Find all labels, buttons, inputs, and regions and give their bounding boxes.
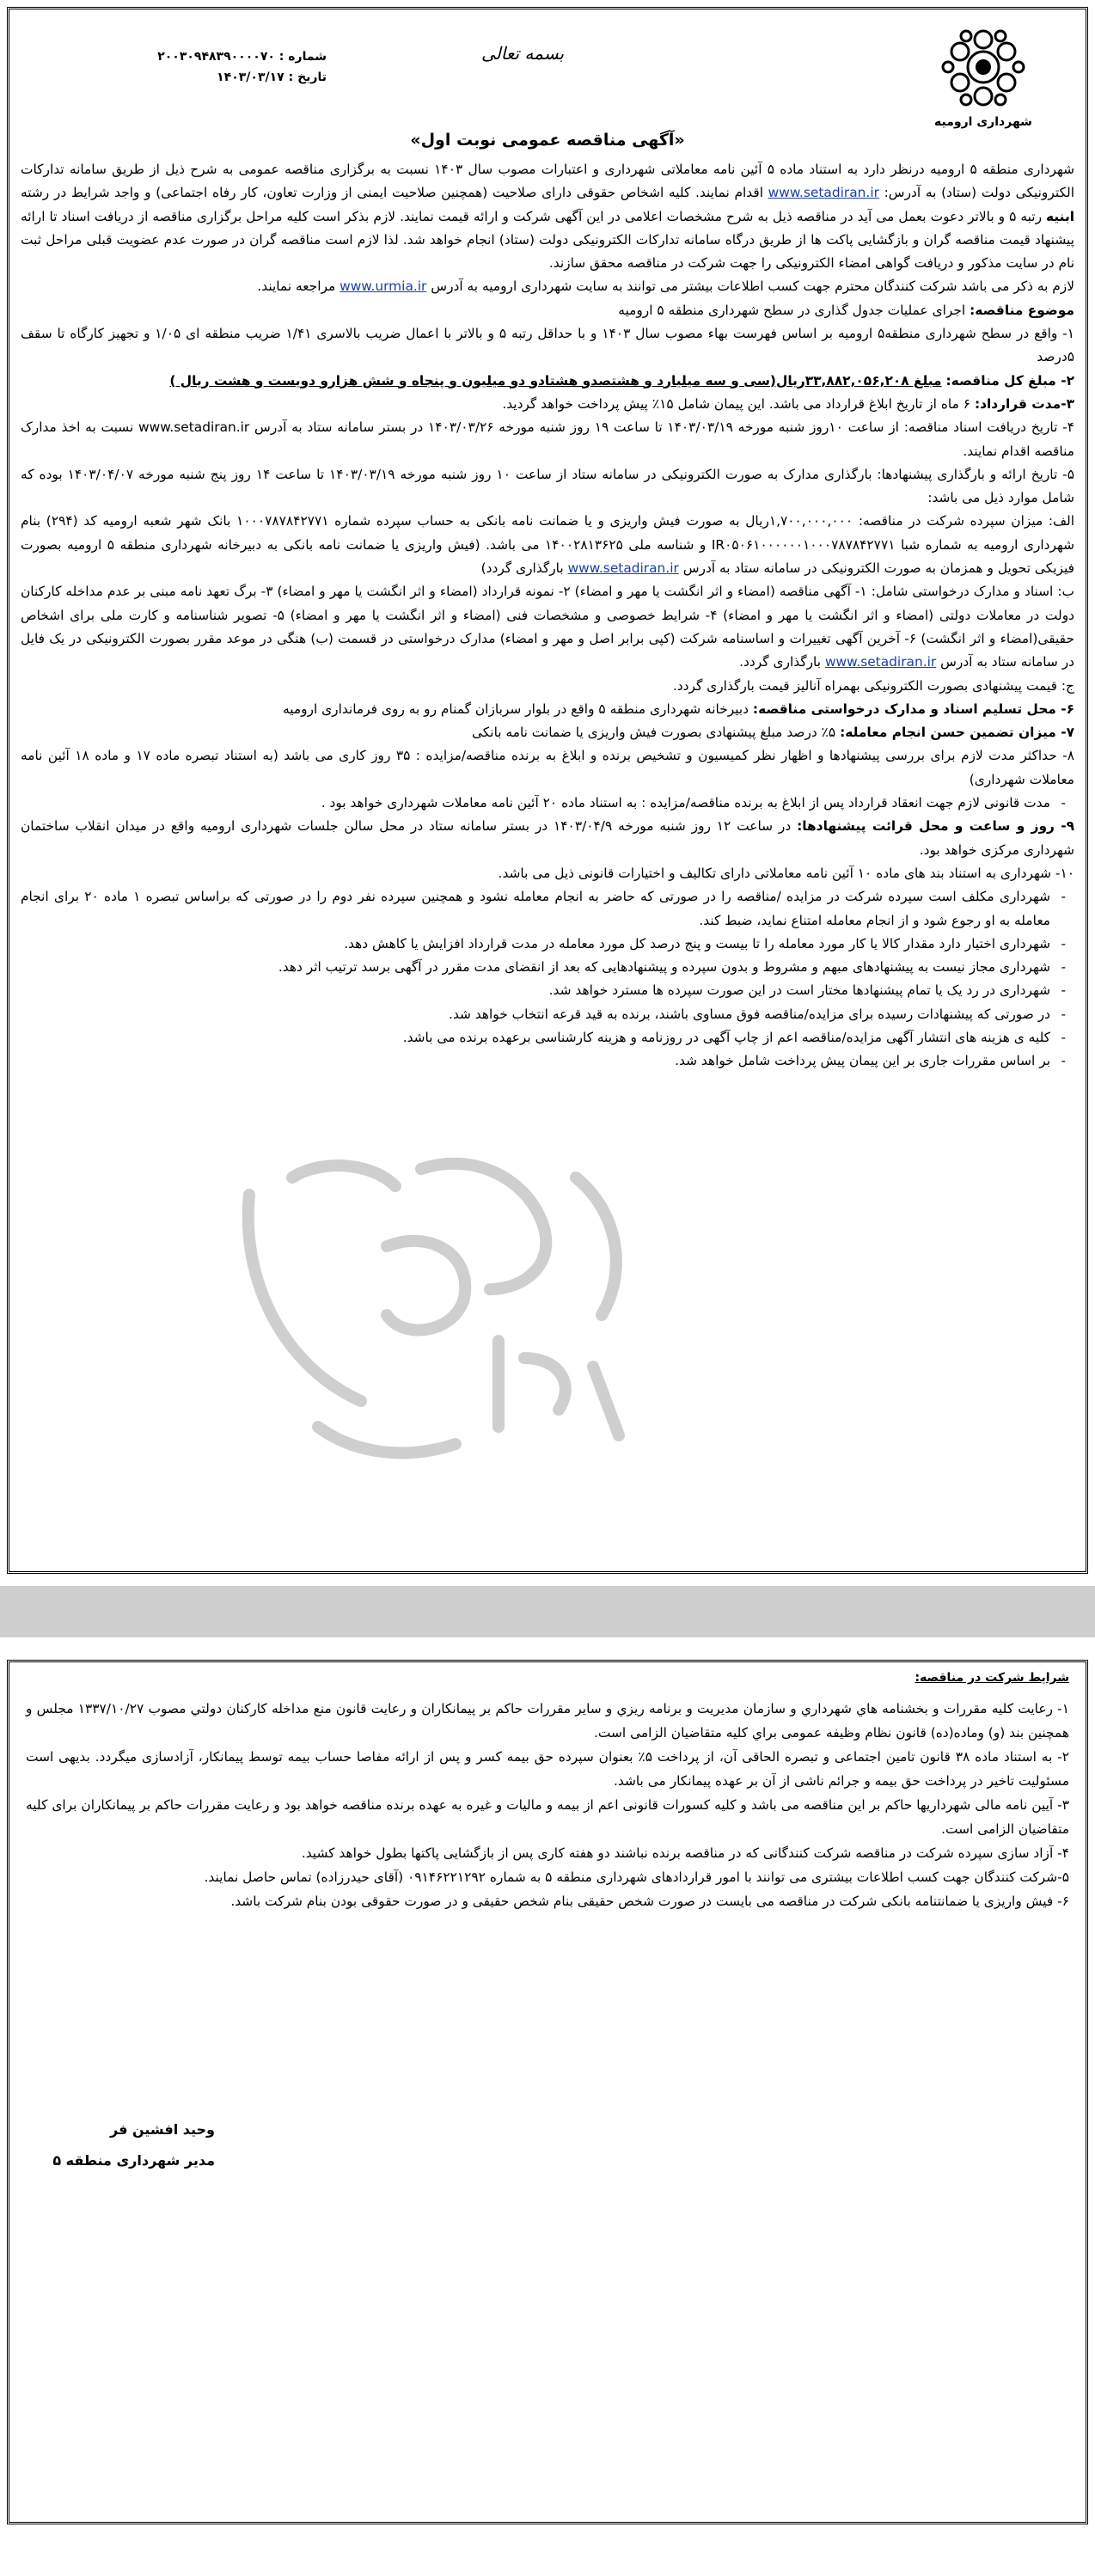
item-7-text: ۵٪ درصد مبلغ پیشنهادی بصورت فیش واریزی یا ضمانت نامه بانکی — [471, 725, 836, 741]
list-item: - در صورتی که پیشنهادات رسیده برای مزایده/مناقصه فوق مساوی باشند، برنده به قید قرعه انتخاب خواهد شد. — [21, 1003, 1050, 1026]
item-4-link[interactable]: www.setadiran.ir — [138, 419, 250, 436]
item-6-text: دبیرخانه شهرداری منطقه ۵ واقع در بلوار سربازان گمنام رو به روی فرمانداری ارومیه — [282, 701, 749, 717]
info-paragraph — [21, 275, 1074, 298]
list-item: - شهرداری مکلف است سپرده شرکت در مزایده /مناقصه را در صورتی که حاضر به انجام معامله نشود و همچنین سپرده نفر دوم را در صورتی که براساس تبصره ۱ ماده ۲۰ برای انجام معامله به او رجوع شود و از انجام معامله امتناع نماید، ضبط کند. — [21, 885, 1050, 933]
item-5-be — [21, 580, 1074, 674]
item-5-be-link[interactable]: www.setadiran.ir — [824, 654, 937, 670]
subject-line — [21, 299, 1074, 322]
item-9-text: در ساعت ۱۲ روز شنبه مورخه ۱۴۰۳/۰۴/۹ در بستر سامانه ستاد در محل سالن جلسات شهرداری ارومیه واقع در میدان انقلاب ساختمان شهرداری مرکزی خواهد بود. — [21, 818, 1074, 858]
municipality-name: شهرداری ارومیه — [934, 115, 1032, 129]
announcement-body — [21, 158, 1074, 1074]
municipality-emblem-icon — [936, 26, 1031, 112]
item-5-be-end: بارگذاری گردد. — [739, 654, 822, 670]
item-3-label: ۳-مدت قرارداد: — [974, 395, 1074, 412]
item-4-text-a: ۴- تاریخ دریافت اسناد مناقصه: از ساعت ۱۰روز شنبه مورخه ۱۴۰۳/۰۳/۱۹ تا ساعت ۱۹ روز شنبه مورخه ۱۴۰۳/۰۳/۲۶ در بستر سامانه ستاد به آدرس — [254, 419, 1074, 436]
item-4-text-b: نسبت به اخذ مدارک مناقصه اقدام نمایند. — [21, 419, 1074, 459]
document-date: تاریخ : ۱۴۰۳/۰۳/۱۷ — [217, 70, 327, 84]
condition-item: ۴- آزاد سازی سپرده شرکت در مناقصه شرکت کنندگانی که در مناقصه برنده نباشند دو هفته کاری پس از بازگشایی پاکتها بطول خواهد کشید. — [301, 1845, 1069, 1861]
intro-text-c: رتبه ۵ و بالاتر دعوت بعمل می آید در مناقصه ذیل به شرح مشخصات اعلامی در این آگهی شرکت و ارائه قیمت نمایند. لازم بذکر است کلیه مراحل برگزاری مناقصه از دریافت اسناد تا ارائه پیشنهاد قیمت مناقصه گران و بازگشایی پاکت ها از طریق درگاه سامانه تدارکات الکترونیکی دولت (ستاد) انجام خواهد شد. لذا لازم است مناقصه گران در صورت عدم عضویت قبلی مراحل ثبت نام در سایت مذکور و دریافت گواهی امضاء الکترونیکی را جهت شرکت در مناقصه محقق سازند. — [21, 208, 1074, 272]
intro-text-a: شهرداری منطقه ۵ ارومیه درنظر دارد به استناد ماده ۵ آئین نامه معاملاتی شهرداری و اعتبارات مصوب سال ۱۴۰۳ نسبت به برگزاری مناقصه عمومی به شرح ذیل از طریق سامانه تدارکات الکترونیکی دولت (ستاد) به آدرس: — [21, 162, 1074, 201]
info-text-a: لازم به ذکر می باشد شرکت کنندگان محترم جهت کسب اطلاعات بیشتر می توانند به سایت شهرداری ارومیه به آدرس — [431, 278, 1074, 295]
item-3 — [21, 393, 1074, 416]
signature-block — [43, 2114, 215, 2176]
item-5-alef-text: الف: میزان سپرده شرکت در مناقصه: ۱,۷۰۰,۰۰۰,۰۰۰ریال به صورت فیش واریزی و یا ضمانت نامه بانکی به حساب سپرده شماره ۱۰۰۰۷۸۷۸۴۲۷۷۱ بانک شهر شعبه ارومیه کد (۲۹۴) بنام شهرداری ارومیه به شماره شبا IR۰۵۰۶۱۰۰۰۰۰۰۱۰۰۰۷۸۷۸۴۲۷۷۱ و شناسه ملی ۱۴۰۰۲۸۱۳۶۲۵ می باشد. (فیش واریزی یا ضمانت نامه بانکی به دبیرخانه شهرداری منطقه ۵ ارومیه بصورت فیزیکی تحویل و همزمان به صورت الکترونیکی در سامانه ستاد به آدرس — [21, 513, 1074, 577]
item-5-alef — [21, 510, 1074, 580]
reference-box — [86, 46, 327, 88]
urmia-link[interactable]: www.urmia.ir — [340, 278, 427, 295]
condition-item: ۵-شرکت کنندگان جهت کسب اطلاعات بیشتری می توانند با امور قراردادهای شهرداری منطقه ۵ به شماره ۰۹۱۴۶۲۲۱۲۹۲ (آقای حیدرزاده) تماس حاصل نمایند. — [204, 1869, 1069, 1885]
item-5-jim: ج: قیمت پیشنهادی بصورت الکترونیکی بهمراه آنالیز قیمت بارگذاری گردد. — [672, 677, 1074, 694]
signer-name: وحید افشین فر — [110, 2121, 215, 2138]
list-item: - شهرداری مجاز نیست به پیشنهادهای مبهم و مشروط و بدون سپرده و پیشنهادهایی که بعد از انقضای مدت مقرر در آگهی برسد ترتیب اثر دهد. — [21, 956, 1050, 979]
item-8-sub-list — [21, 792, 1074, 815]
item-4 — [21, 416, 1074, 463]
subject-label: موضوع مناقصه: — [970, 302, 1074, 318]
field-abnieh: ابنیه — [1046, 208, 1074, 224]
info-text-b: مراجعه نمایند. — [257, 278, 336, 295]
item-5-alef-link[interactable]: www.setadiran.ir — [567, 560, 679, 577]
item-5-be-text: ب: اسناد و مدارک درخواستی شامل: ۱- آگهی مناقصه (امضاء و اثر انگشت یا مهر و امضاء) ۲- نمونه قرارداد (امضاء و اثر انگشت یا مهر و امضاء) ۳- برگ تعهد نامه مبنی بر عدم مداخله کارکنان دولت در معاملات دولتی (امضاء و اثر انگشت یا مهر و امضاء) ۴- شرایط خصوصی و مشخصات فنی (امضاء و اثر انگشت یا مهر و امضاء) ۵- تصویر شناسنامه و کارت ملی برای اشخاص حقیقی(امضاء و اثر انگشت) ۶- آخرین آگهی تغییرات و اساسنامه شرکت (کپی برابر اصل و مهر و امضاء) مدارک درخواستی در قسمت (ب) هنگی در موعد مقرر بصورت الکترونیکی در یک فایل در سامانه ستاد به آدرس — [21, 584, 1074, 670]
item-5: ۵- تاریخ ارائه و بارگذاری پیشنهادها: بارگذاری مدارک به صورت الکترونیکی در سامانه ستاد از ساعت ۱۰ روز شنبه مورخه ۱۴۰۳/۰۳/۱۹ تا ساعت ۱۴ روز پنج شنبه مورخه ۱۴۰۳/۰۴/۰۷ بوده که شامل موارد ذیل می باشد: — [21, 466, 1075, 506]
item-5-alef-end: بارگذاری گردد) — [480, 560, 564, 577]
intro-paragraph — [21, 158, 1074, 275]
intro-text-b: اقدام نمایند. کلیه اشخاص حقوقی دارای صلاحیت (همچنین صلاحیت ایمنی از وزارت تعاون، کار رفاه اجتماعی) و واجد شرایط در رشته — [21, 185, 763, 201]
condition-item: ۲- به استناد ماده ۳۸ قانون تامین اجتماعی و تبصره الحاقی آن، از پرداخت ۵٪ بعنوان سپرده حق بیمه کسر و پس از ارائه مفاصا حساب بیمه توسط پیمانکار، آزادسازی میگردد. بدیهی است مسئولیت تاخیر در پرداخت حق بیمه و جرائم ناشی از آن بر عهده پیمانکار می باشد. — [26, 1749, 1069, 1789]
item-1: ۱- واقع در سطح شهرداری منطقه۵ ارومیه بر اساس فهرست بهاء مصوب سال ۱۴۰۳ و با حداقل رتبه ۵ و بالاتر با اعمال ضریب بالاسری ۱/۴۱ ضریب منطقه ای ۱/۰۵ و تجهیز کارگاه تا سقف ۵درصد — [21, 326, 1075, 365]
item-8-sub: - مدت قانونی لازم جهت انعقاد قرارداد پس از ابلاغ به برنده مناقصه/مزایده : به استناد ماده ۲۰ آئین نامه معاملات شهرداری خواهد بود . — [21, 792, 1050, 815]
announcement-title: «آگهی مناقصه عمومی نوبت اول» — [410, 131, 685, 150]
municipality-logo — [923, 26, 1043, 129]
item-7-label: ۷- میزان تضمین حسن انجام معامله: — [840, 725, 1074, 741]
item-2 — [21, 370, 1074, 393]
subject-text: اجرای عملیات جدول گذاری در سطح شهرداری منطقه ۵ ارومیه — [618, 302, 966, 318]
item-2-label: ۲- مبلغ کل مناقصه: — [945, 372, 1074, 389]
list-item: - شهرداری اختیار دارد مقدار کالا یا کار مورد معامله را تا بیست و پنج درصد کل مورد معامله در مدت قرارداد افزایش یا کاهش دهد. — [21, 933, 1050, 956]
condition-item: ۶- فیش واریزی یا ضمانتنامه بانکی شرکت در مناقصه می بایست در صورت شخص حقیقی بنام شخص حقیقی و در صورت حقوقی بودن بنام شرکت باشد. — [230, 1894, 1069, 1909]
item-7 — [21, 721, 1074, 744]
item-6 — [21, 698, 1074, 721]
list-item: - بر اساس مقررات جاری بر این پیمان پیش پرداخت شامل خواهد شد. — [21, 1049, 1050, 1073]
item-9-label: ۹- روز و ساعت و محل قرائت پیشنهادها: — [797, 818, 1074, 835]
signer-role: مدیر شهرداری منطقه ۵ — [52, 2152, 215, 2169]
item-3-text: ۶ ماه از تاریخ ابلاغ قرارداد می باشد. این پیمان شامل ۱۵٪ پیش پرداخت خواهد گردید. — [502, 395, 971, 412]
conditions-section — [26, 1666, 1069, 1913]
condition-item: ۳- آیین نامه مالی شهرداریها حاکم بر این مناقصه می باشد و کلیه کسورات قانونی اعم از بیمه و مالیات و غیره به عهده برنده مناقصه خواهد بود و رعایت مقررات حاکم بر پیمانکاران برای کلیه متقاضیان الزامی است. — [26, 1797, 1069, 1837]
item-2-amount: مبلغ ۳۳,۸۸۲,۰۵۶,۲۰۸ریال(سی و سه میلیارد و هشتصدو هشتادو دو میلیون و پنجاه و شش هزارو دویست و هشت ریال ) — [169, 372, 942, 389]
page-separator — [0, 1586, 1095, 1637]
item-6-label: ۶- محل تسلیم اسناد و مدارک درخواستی مناقصه: — [752, 701, 1074, 717]
conditions-title: شرایط شرکت در مناقصه: — [915, 1671, 1069, 1685]
document-number: شماره : ۲۰۰۳۰۹۴۸۳۹۰۰۰۰۷۰ — [157, 50, 327, 64]
list-item: - شهرداری در رد یک یا تمام پیشنهادها مختار است در این صورت سپرده ها مسترد خواهد شد. — [21, 979, 1050, 1002]
item-9 — [21, 815, 1074, 862]
bismillah: بسمه تعالی — [481, 43, 565, 64]
item-10-bullets — [21, 885, 1074, 1073]
setadiran-link[interactable]: www.setadiran.ir — [768, 185, 879, 201]
item-10: ۱۰- شهرداری به استناد بند های ماده ۱۰ آئین نامه معاملاتی دارای تکالیف و اختیارات قانونی ذیل می باشد. — [498, 865, 1074, 881]
condition-item: ۱- رعایت کلیه مقررات و بخشنامه هاي شهرداري و سازمان مديريت و برنامه ريزي و ساير مقررات حاكم بر پيمانكاران و رعايت قانون منع مداخله كاركنان دولتي مصوب ۱۳۳۷/۱۰/۲۷ مجلس و همچنین بند (و) وماده(ده) قانون نظام وظیفه عمومی براي كليه متقاضيان الزامی است. — [26, 1701, 1069, 1741]
item-8: ۸- حداکثر مدت لازم برای بررسی پیشنهادها و اظهار نظر کمیسیون و تشخیص برنده و ابلاغ به برنده مناقصه/مزایده : ۳۵ روز کاری می باشد (به استناد تبصره ماده ۱۷ و ماده ۱۸ آئین نامه معاملات شهرداری) — [21, 748, 1074, 787]
list-item: - کلیه ی هزینه های انتشار آگهی مزایده/مناقصه اعم از چاپ آگهی در روزنامه و هزینه کارشناسی برعهده برنده می باشد. — [21, 1026, 1050, 1049]
